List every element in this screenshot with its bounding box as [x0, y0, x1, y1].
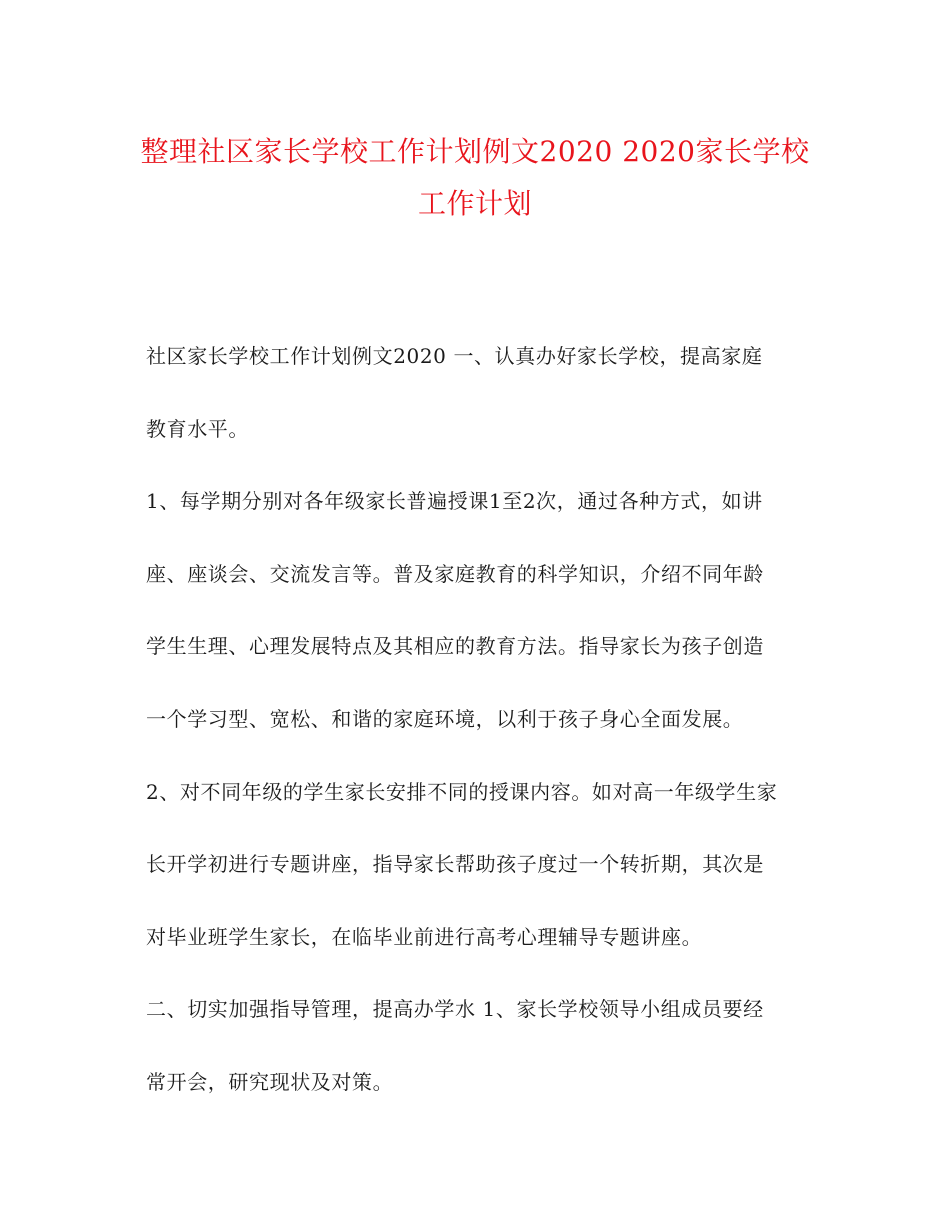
body-line: 1、每学期分别对各年级家长普遍授课1至2次，通过各种方式，如讲 — [146, 489, 763, 514]
title-line: 整理社区家长学校工作计划例文2020 2020家长学校 — [140, 135, 810, 168]
body-line: 一个学习型、宽松、和谐的家庭环境，以利于孩子身心全面发展。 — [146, 706, 744, 731]
body-line: 常开会，研究现状及对策。 — [146, 1069, 394, 1094]
body-line: 2、对不同年级的学生家长安排不同的授课内容。如对高一年级学生家 — [146, 779, 778, 804]
body-line: 社区家长学校工作计划例文2020 一、认真办好家长学校，提高家庭 — [146, 344, 763, 368]
body-line: 对毕业班学生家长，在临毕业前进行高考心理辅导专题讲座。 — [146, 924, 703, 949]
body-line: 教育水平。 — [146, 416, 249, 441]
body-line: 座、座谈会、交流发言等。普及家庭教育的科学知识，介绍不同年龄 — [146, 561, 764, 586]
body-line: 长开学初进行专题讲座，指导家长帮助孩子度过一个转折期，其次是 — [146, 852, 764, 877]
body-line: 二、切实加强指导管理，提高办学水 1、家长学校领导小组成员要经 — [146, 997, 764, 1022]
title-line: 工作计划 — [417, 187, 532, 220]
document-body — [146, 338, 826, 1137]
body-line: 学生生理、心理发展特点及其相应的教育方法。指导家长为孩子创造 — [146, 634, 764, 659]
document-title — [120, 126, 830, 230]
